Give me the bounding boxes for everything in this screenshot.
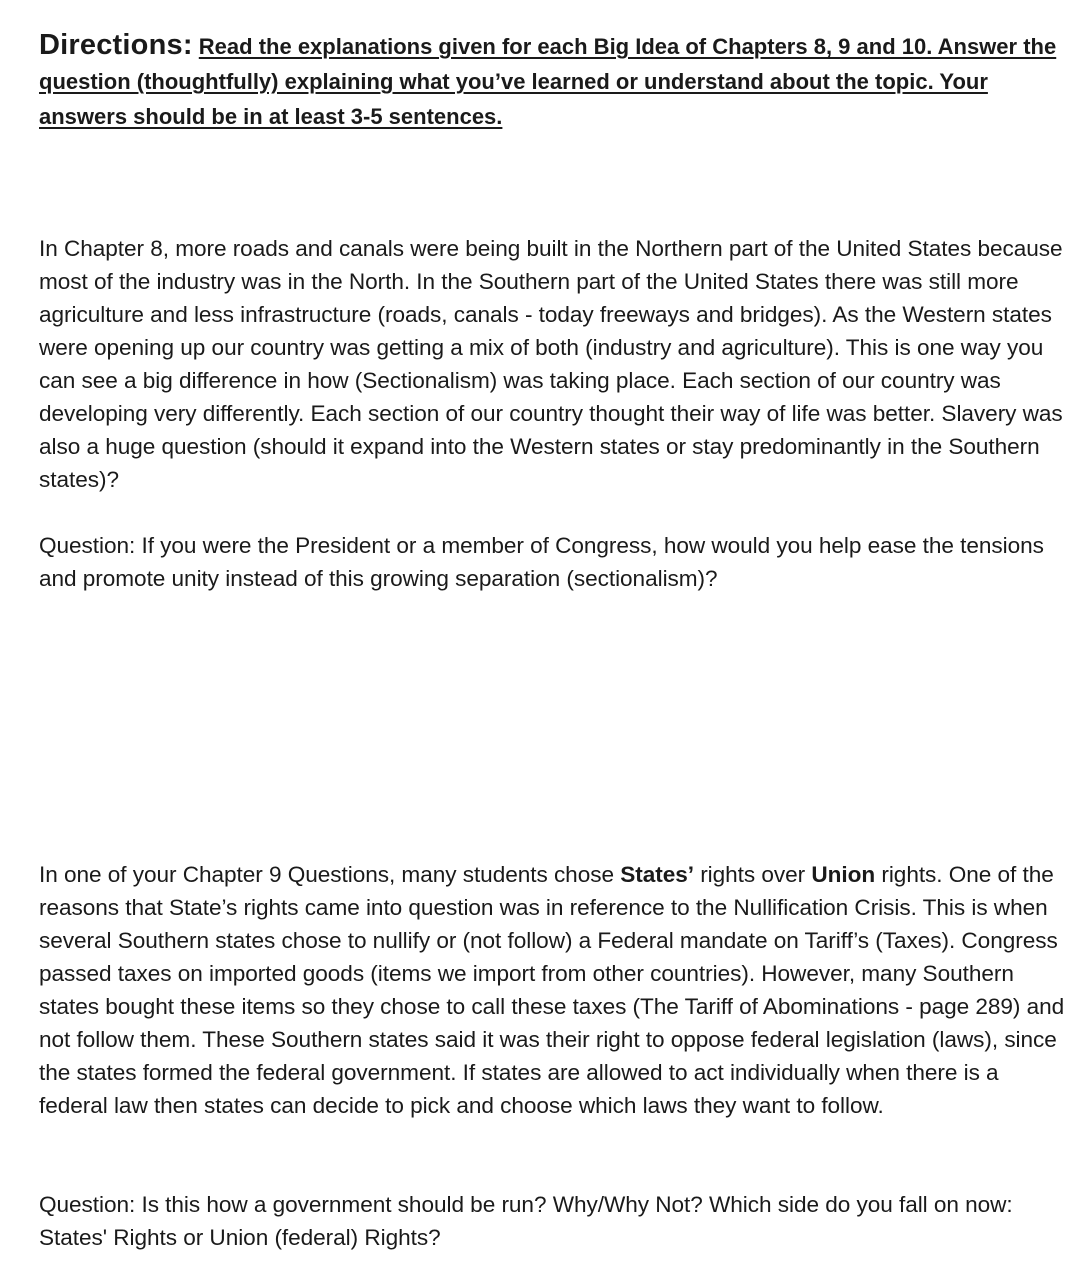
directions-text: Read the explanations given for each Big Idea of Chapters 8, 9 and 10. Answer the question (thoughtfully) explaining what you’ve learned or understand about the topic. Your answers should be in at least 3-5 sentences. <box>39 34 1057 129</box>
chapter8-question: Question: If you were the President or a member of Congress, how would you help ease the tensions and promote unity instead of this growing separation (sectionalism)? <box>39 533 1044 591</box>
chapter9-paragraph <box>39 858 1069 1122</box>
chapter9-question: Question: Is this how a government should be run? Why/Why Not? Which side do you fall on now: States' Rights or Union (federal) Rights? <box>39 1192 1013 1250</box>
directions-block <box>39 28 1059 134</box>
chapter9-rest: rights. One of the reasons that State’s rights came into question was in reference to the Nullification Crisis. This is when several Southern states chose to nullify or (not follow) a Federal mandate on Tariff’s (Taxes). Congress passed taxes on imported goods (items we import from other countries). However, many Southern states bought these items so they chose to call these taxes (The Tariff of Abominations - page 289) and not follow them. These Southern states said it was their right to oppose federal legislation (laws), since the states formed the federal government. If states are allowed to act individually when there is a federal law then states can decide to pick and choose which laws they want to follow. <box>39 862 1065 1118</box>
directions-label: Directions: <box>39 29 193 61</box>
chapter9-intro: In one of your Chapter 9 Questions, many students chose <box>39 862 614 887</box>
chapter9-mid: rights over <box>700 862 806 887</box>
union-bold-term: Union <box>811 862 876 887</box>
chapter8-paragraph: In Chapter 8, more roads and canals were being built in the Northern part of the United States because most of the industry was in the North. In the Southern part of the United States there was still more agriculture and less infrastructure (roads, canals - today freeways and bridges). As the Western states were opening up our country was getting a mix of both (industry and agriculture). This is one way you can see a big difference in how (Sectionalism) was taking place. Each section of our country was developing very differently. Each section of our country thought their way of life was better. Slavery was also a huge question (should it expand into the Western states or stay predominantly in the Southern states)? <box>39 236 1063 492</box>
states-bold-term: States’ <box>620 862 694 887</box>
